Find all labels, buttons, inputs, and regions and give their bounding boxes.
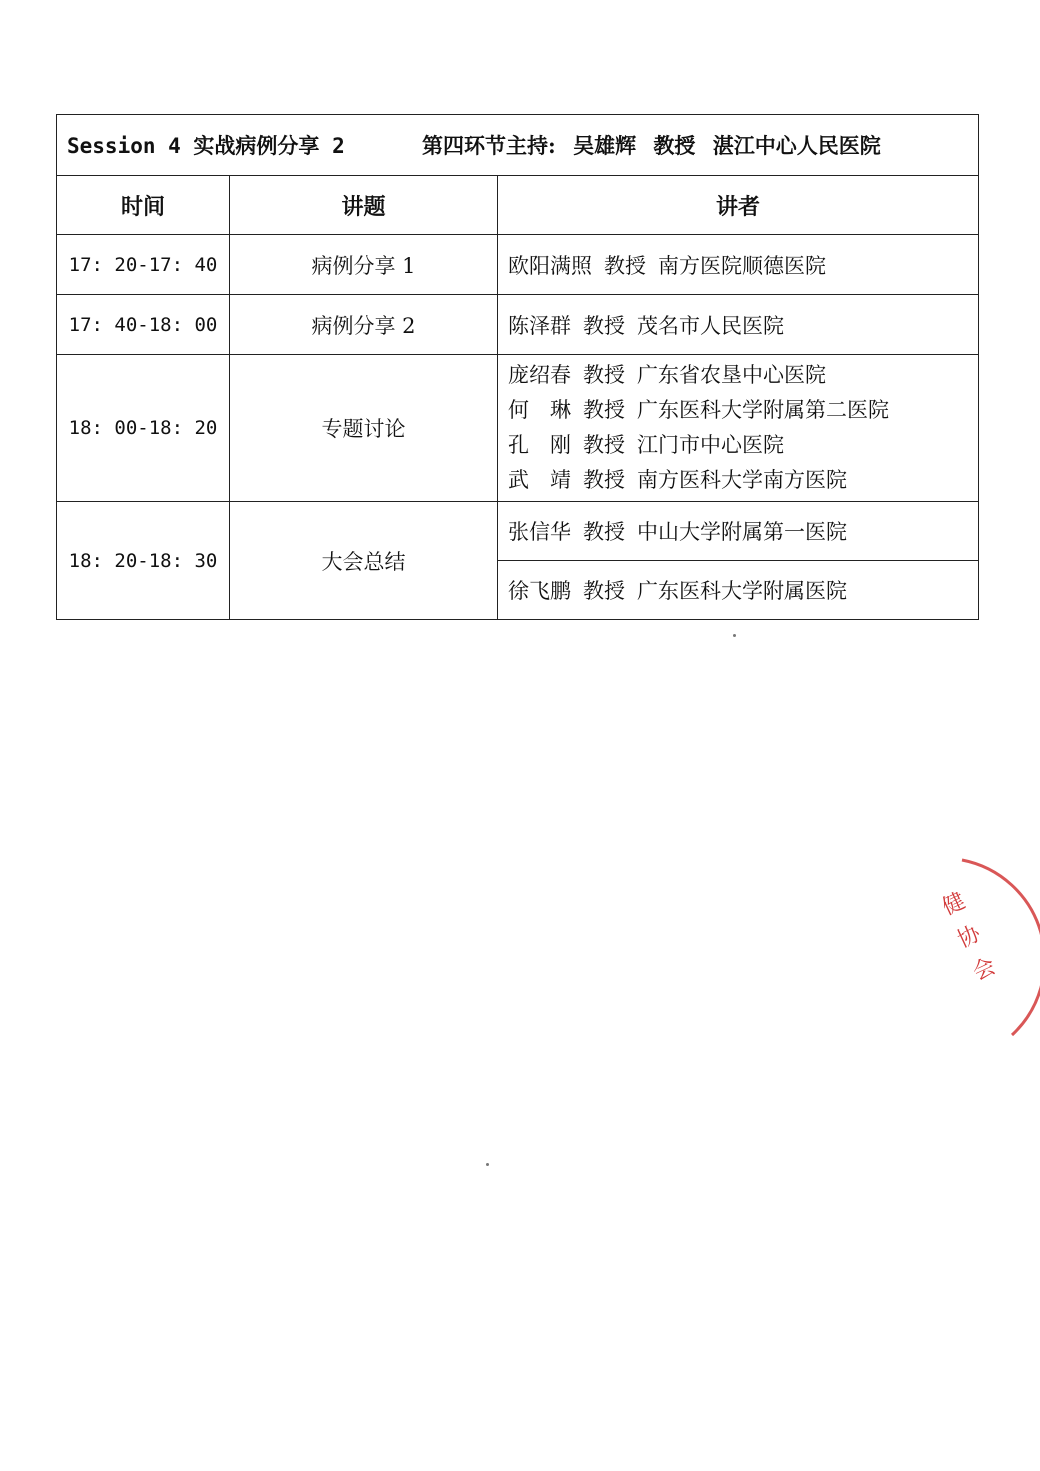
speaker-name: 徐飞鹏	[508, 579, 571, 603]
topic-cell: 病例分享 2	[230, 295, 498, 355]
host-name: 吴雄辉	[573, 133, 637, 158]
speaker-cell	[498, 295, 979, 355]
speaker-name: 张信华	[508, 520, 571, 544]
speaker-name: 陈泽群	[508, 313, 571, 338]
speaker-cell	[498, 355, 979, 502]
time-cell: 17: 40-18: 00	[57, 295, 230, 355]
host-org: 湛江中心人民医院	[712, 133, 881, 158]
speaker-title: 教授	[583, 398, 625, 422]
speaker-title: 教授	[583, 579, 625, 603]
speaker-name: 孔 刚	[508, 433, 571, 457]
session-host	[422, 133, 891, 158]
table-row	[57, 502, 979, 561]
session-header	[57, 115, 979, 176]
scan-speck	[733, 634, 736, 637]
speaker-org: 茂名市人民医院	[637, 313, 784, 338]
speaker-title: 教授	[583, 520, 625, 544]
column-header-time: 时间	[57, 176, 230, 235]
speaker-title: 教授	[583, 468, 625, 492]
time-cell: 18: 20-18: 30	[57, 502, 230, 620]
table-row	[57, 355, 979, 502]
speaker-cell	[498, 502, 979, 561]
speaker-name: 庞绍春	[508, 363, 571, 387]
speaker-name: 欧阳满照	[508, 253, 592, 278]
column-header-topic: 讲题	[230, 176, 498, 235]
column-header-speaker: 讲者	[498, 176, 979, 235]
topic-cell: 病例分享 1	[230, 235, 498, 295]
speaker-title: 教授	[583, 433, 625, 457]
speaker-org: 广东医科大学附属医院	[637, 579, 847, 603]
session-title: Session 4 实战病例分享 2	[67, 134, 345, 158]
speaker-line	[508, 428, 978, 463]
scan-speck	[486, 1163, 489, 1166]
topic-cell: 大会总结	[230, 502, 498, 620]
speaker-cell	[498, 561, 979, 620]
topic-cell: 专题讨论	[230, 355, 498, 502]
time-cell: 18: 00-18: 20	[57, 355, 230, 502]
schedule-table	[56, 114, 979, 620]
speaker-line	[508, 393, 978, 428]
time-cell: 17: 20-17: 40	[57, 235, 230, 295]
speaker-line	[508, 358, 978, 393]
table-row	[57, 295, 979, 355]
speaker-org: 南方医科大学南方医院	[637, 468, 847, 492]
speaker-title: 教授	[604, 253, 646, 278]
speaker-line	[508, 463, 978, 498]
speaker-org: 中山大学附属第一医院	[637, 520, 847, 544]
speaker-cell	[498, 235, 979, 295]
speaker-org: 广东医科大学附属第二医院	[637, 398, 889, 422]
seal-text: 健协会	[938, 888, 1000, 986]
host-label: 第四环节主持:	[422, 133, 556, 158]
speaker-name: 武 靖	[508, 468, 571, 492]
speaker-name: 何 琳	[508, 398, 571, 422]
speaker-org: 南方医院顺德医院	[658, 253, 826, 278]
speaker-org: 江门市中心医院	[637, 433, 784, 457]
speaker-title: 教授	[583, 363, 625, 387]
host-title: 教授	[653, 133, 696, 158]
speaker-org: 广东省农垦中心医院	[637, 363, 826, 387]
speaker-title: 教授	[583, 313, 625, 338]
table-row	[57, 235, 979, 295]
